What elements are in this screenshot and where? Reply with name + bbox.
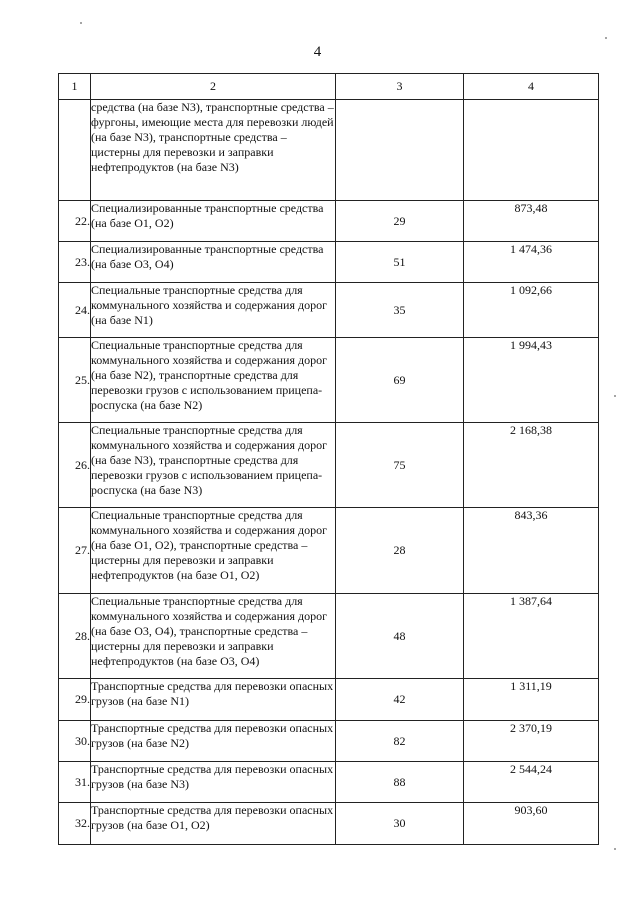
row-value-3: 88 bbox=[336, 762, 464, 803]
row-number: 25. bbox=[59, 338, 91, 423]
row-description: Специальные транспортные средства для коммунального хозяйства и содержания дорог (на базе N2), транспортные средства для перевозки грузов с использованием прицепа-роспуска (на базе N2) bbox=[91, 338, 336, 423]
row-description: средства (на базе N3), транспортные средства – фургоны, имеющие места для перевозки людей (на базе N3), транспортные средства – цистерны для перевозки и заправки нефтепродуктов (на базе N3) bbox=[91, 100, 336, 201]
row-description: Транспортные средства для перевозки опасных грузов (на базе О1, О2) bbox=[91, 803, 336, 845]
row-description: Транспортные средства для перевозки опасных грузов (на базе N3) bbox=[91, 762, 336, 803]
row-value-3: 35 bbox=[336, 283, 464, 338]
row-value-3: 51 bbox=[336, 242, 464, 283]
row-description: Специализированные транспортные средства (на базе О1, О2) bbox=[91, 201, 336, 242]
row-description: Специальные транспортные средства для коммунального хозяйства и содержания дорог (на базе N1) bbox=[91, 283, 336, 338]
row-number: 26. bbox=[59, 423, 91, 508]
table-row bbox=[59, 242, 599, 283]
row-number: 27. bbox=[59, 508, 91, 594]
row-value-3: 75 bbox=[336, 423, 464, 508]
row-value-3 bbox=[336, 100, 464, 201]
column-header: 3 bbox=[336, 74, 464, 100]
row-value-4: 1 387,64 bbox=[464, 594, 599, 679]
column-header: 1 bbox=[59, 74, 91, 100]
table-row bbox=[59, 721, 599, 762]
scan-speck bbox=[614, 848, 616, 850]
row-number: 22. bbox=[59, 201, 91, 242]
row-number: 31. bbox=[59, 762, 91, 803]
row-number bbox=[59, 100, 91, 201]
row-value-4: 1 092,66 bbox=[464, 283, 599, 338]
row-number: 30. bbox=[59, 721, 91, 762]
table-row bbox=[59, 423, 599, 508]
row-value-3: 82 bbox=[336, 721, 464, 762]
row-value-3: 30 bbox=[336, 803, 464, 845]
row-value-3: 69 bbox=[336, 338, 464, 423]
row-description: Транспортные средства для перевозки опасных грузов (на базе N1) bbox=[91, 679, 336, 721]
row-number: 29. bbox=[59, 679, 91, 721]
row-description: Специальные транспортные средства для коммунального хозяйства и содержания дорог (на базе N3), транспортные средства для перевозки грузов с использованием прицепа-роспуска (на базе N3) bbox=[91, 423, 336, 508]
row-description: Специализированные транспортные средства (на базе О3, О4) bbox=[91, 242, 336, 283]
table-row bbox=[59, 201, 599, 242]
row-value-4 bbox=[464, 100, 599, 201]
scan-speck bbox=[605, 37, 607, 39]
page-number: 4 bbox=[313, 44, 322, 60]
table-row bbox=[59, 508, 599, 594]
row-description: Специальные транспортные средства для коммунального хозяйства и содержания дорог (на базе О1, О2), транспортные средства – цистерны для перевозки и заправки нефтепродуктов (на базе О1, О2) bbox=[91, 508, 336, 594]
row-value-4: 1 311,19 bbox=[464, 679, 599, 721]
row-value-3: 42 bbox=[336, 679, 464, 721]
row-value-3: 29 bbox=[336, 201, 464, 242]
row-number: 28. bbox=[59, 594, 91, 679]
row-value-4: 843,36 bbox=[464, 508, 599, 594]
table-row bbox=[59, 283, 599, 338]
row-value-3: 48 bbox=[336, 594, 464, 679]
row-value-4: 873,48 bbox=[464, 201, 599, 242]
column-header: 2 bbox=[91, 74, 336, 100]
table-row bbox=[59, 679, 599, 721]
row-number: 24. bbox=[59, 283, 91, 338]
row-description: Специальные транспортные средства для коммунального хозяйства и содержания дорог (на базе О3, О4), транспортные средства – цистерны для перевозки и заправки нефтепродуктов (на базе О3, О4) bbox=[91, 594, 336, 679]
table-row bbox=[59, 338, 599, 423]
row-number: 32. bbox=[59, 803, 91, 845]
row-value-4: 1 474,36 bbox=[464, 242, 599, 283]
tariff-table bbox=[58, 73, 599, 845]
row-number: 23. bbox=[59, 242, 91, 283]
row-value-4: 1 994,43 bbox=[464, 338, 599, 423]
row-description: Транспортные средства для перевозки опасных грузов (на базе N2) bbox=[91, 721, 336, 762]
row-value-4: 2 544,24 bbox=[464, 762, 599, 803]
scan-speck bbox=[80, 22, 82, 24]
row-value-4: 2 168,38 bbox=[464, 423, 599, 508]
table-header-row bbox=[59, 74, 599, 100]
table-row bbox=[59, 100, 599, 201]
column-header: 4 bbox=[464, 74, 599, 100]
table-row bbox=[59, 803, 599, 845]
row-value-3: 28 bbox=[336, 508, 464, 594]
row-value-4: 903,60 bbox=[464, 803, 599, 845]
row-value-4: 2 370,19 bbox=[464, 721, 599, 762]
scan-speck bbox=[614, 395, 616, 397]
table-row bbox=[59, 594, 599, 679]
table-row bbox=[59, 762, 599, 803]
